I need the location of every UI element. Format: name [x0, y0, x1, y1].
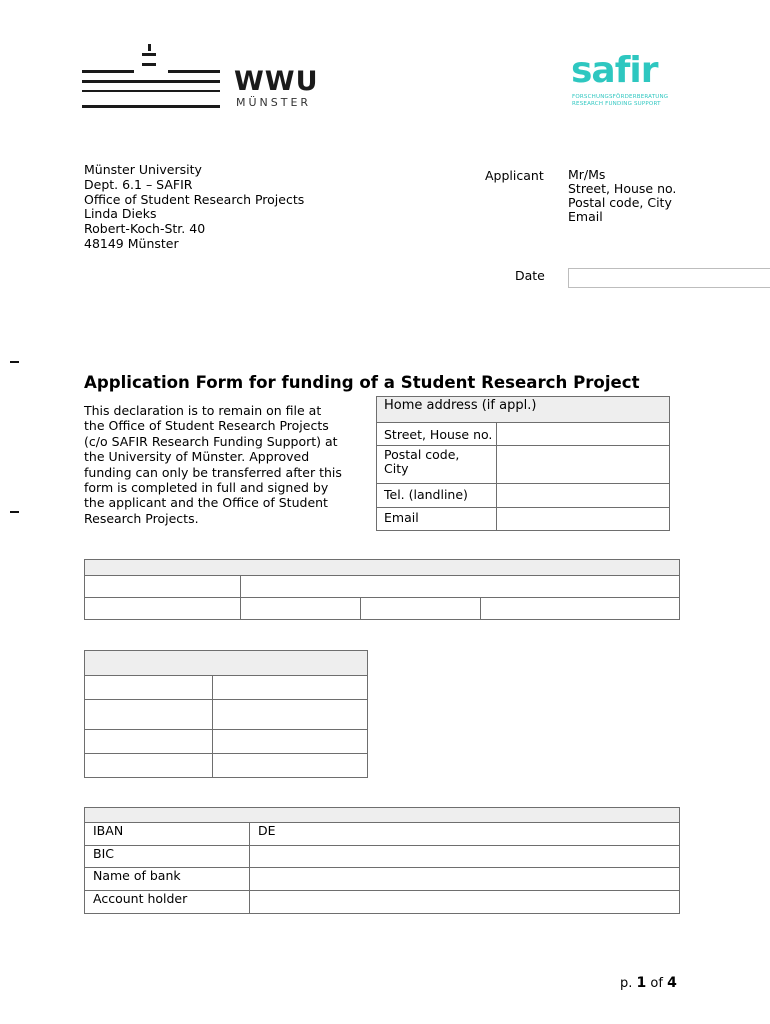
home-street-label: Street, House no. [377, 423, 497, 446]
form-table-cell [85, 754, 213, 778]
bank-bic-label: BIC [85, 846, 250, 868]
wwu-city: MÜNSTER [236, 96, 312, 109]
bank-iban-label: IBAN [85, 823, 250, 846]
bank-table-header [85, 808, 680, 823]
bank-iban-field[interactable]: DE [250, 823, 680, 846]
recipient-line: Office of Student Research Projects [84, 191, 305, 207]
applicant-label: Applicant [485, 168, 544, 183]
form-table-cell[interactable] [241, 576, 680, 598]
declaration-line: the applicant and the Office of Student [84, 495, 328, 511]
recipient-line: Robert-Koch-Str. 40 [84, 221, 206, 237]
home-email-label: Email [377, 508, 497, 531]
recipient-line: 48149 Münster [84, 235, 179, 251]
recipient-line: Dept. 6.1 – SAFIR [84, 176, 193, 192]
recipient-address [84, 163, 304, 252]
applicant-line: Street, House no. [568, 181, 677, 196]
bank-holder-label: Account holder [85, 891, 250, 914]
page-number [620, 975, 677, 991]
declaration-line: (c/o SAFIR Research Funding Support) at [84, 433, 338, 449]
declaration-line: Research Projects. [84, 510, 199, 526]
home-street-field[interactable] [497, 423, 670, 446]
home-address-header: Home address (if appl.) [377, 397, 670, 423]
form-table-header [85, 651, 368, 676]
applicant-placeholder [568, 168, 676, 224]
page-total: 4 [667, 975, 677, 991]
form-table-cell[interactable] [241, 598, 361, 620]
safir-tagline-1: FORSCHUNGSFÖRDERBERATUNG [572, 94, 669, 100]
page-of: of [650, 976, 663, 991]
bank-name-field[interactable] [250, 868, 680, 891]
form-table-cell [85, 700, 213, 730]
form-table-cell [85, 576, 241, 598]
form-table-cell [85, 676, 213, 700]
bank-holder-field[interactable] [250, 891, 680, 914]
applicant-line: Mr/Ms [568, 167, 606, 182]
declaration-line: the University of Münster. Approved [84, 449, 310, 465]
home-postal-label-line: Postal code, [384, 447, 460, 462]
home-email-field[interactable] [497, 508, 670, 531]
wwu-logo [82, 44, 322, 114]
fold-mark [10, 361, 19, 363]
home-postal-label-line: City [384, 461, 409, 476]
declaration-line: funding can only be transferred after this [84, 464, 342, 480]
applicant-line: Email [568, 209, 603, 224]
wwu-wordmark: WWU [234, 66, 319, 97]
form-table-cell [361, 598, 481, 620]
bank-details-table [84, 807, 680, 914]
safir-tagline [572, 94, 692, 108]
form-table-cell[interactable] [213, 754, 368, 778]
home-address-table [376, 396, 670, 531]
applicant-line: Postal code, City [568, 195, 672, 210]
form-table-header [85, 560, 680, 576]
form-table-cell[interactable] [213, 730, 368, 754]
declaration-text [84, 403, 374, 526]
safir-wordmark: safir [571, 50, 658, 91]
form-table-cell [85, 730, 213, 754]
declaration-line: form is completed in full and signed by [84, 480, 329, 496]
home-tel-field[interactable] [497, 484, 670, 508]
form-table-cell[interactable] [213, 700, 368, 730]
recipient-line: Linda Dieks [84, 206, 157, 222]
safir-tagline-2: RESEARCH FUNDING SUPPORT [572, 101, 661, 107]
safir-logo [566, 50, 686, 116]
bank-bic-field[interactable] [250, 846, 680, 868]
declaration-line: This declaration is to remain on file at [84, 403, 322, 418]
page-prefix: p. [620, 976, 633, 991]
form-title: Application Form for funding of a Student Research Project [84, 373, 640, 392]
form-table-cell [85, 598, 241, 620]
date-label: Date [515, 268, 545, 283]
declaration-line: the Office of Student Research Projects [84, 418, 329, 434]
bank-name-label: Name of bank [85, 868, 250, 891]
form-table-cell[interactable] [213, 676, 368, 700]
form-table [84, 559, 680, 620]
form-table [84, 650, 368, 778]
home-postal-label [377, 446, 497, 484]
recipient-line: Münster University [84, 162, 202, 177]
page-current: 1 [636, 975, 647, 991]
home-tel-label: Tel. (landline) [377, 484, 497, 508]
fold-mark [10, 511, 19, 513]
form-table-cell[interactable] [481, 598, 680, 620]
date-field[interactable] [568, 268, 770, 288]
home-postal-field[interactable] [497, 446, 670, 484]
